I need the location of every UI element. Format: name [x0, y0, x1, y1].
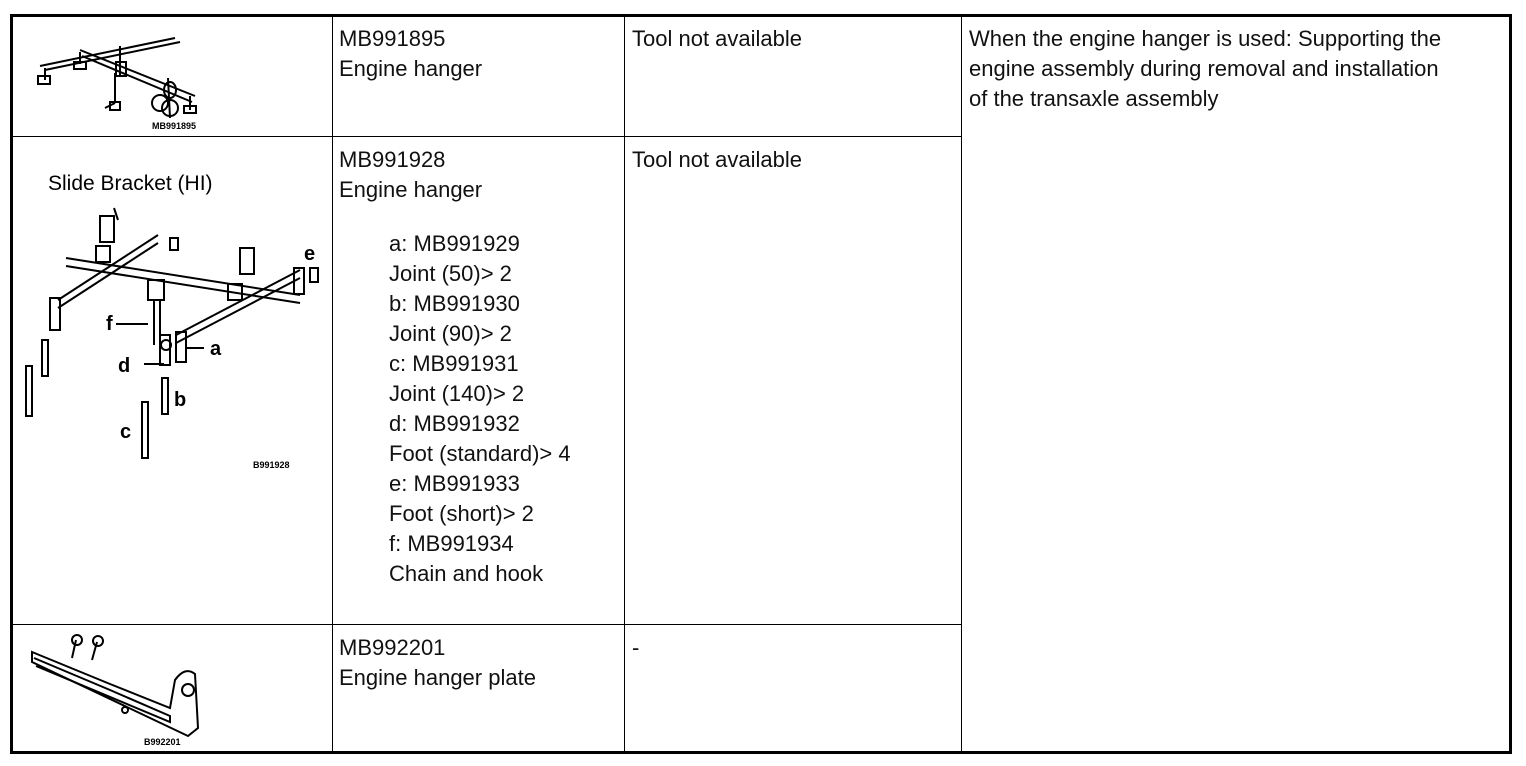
- component-line: Chain and hook: [389, 561, 544, 586]
- image-label: MB991895: [152, 121, 197, 131]
- tool-number-cell: [339, 145, 571, 589]
- tool-number: MB992201: [339, 635, 446, 660]
- component-line: a: MB991929: [389, 231, 520, 256]
- tool-number-cell: [339, 24, 482, 84]
- supersession-text: -: [632, 635, 640, 660]
- component-line: Joint (50)> 2: [389, 261, 512, 286]
- component-line: f: MB991934: [389, 531, 514, 556]
- component-line: e: MB991933: [389, 471, 520, 496]
- column-divider: [332, 14, 333, 754]
- tool-name: Engine hanger: [339, 177, 483, 202]
- tool-number-cell: [339, 633, 536, 693]
- letter-label-c: c: [120, 421, 132, 443]
- component-line: Joint (90)> 2: [389, 321, 512, 346]
- tool-number: MB991895: [339, 26, 446, 51]
- tool-number: MB991928: [339, 147, 446, 172]
- column-divider: [961, 14, 962, 754]
- letter-label-e: e: [304, 243, 316, 265]
- application-line: of the transaxle assembly: [969, 86, 1219, 111]
- letter-label-a: a: [210, 338, 222, 360]
- supersession-text: Tool not available: [632, 147, 803, 172]
- image-label: B992201: [144, 737, 181, 747]
- component-list: [389, 229, 571, 589]
- supersession-text: Tool not available: [632, 26, 803, 51]
- component-line: c: MB991931: [389, 351, 519, 376]
- tool-name: Engine hanger plate: [339, 665, 536, 690]
- supersession-cell: [632, 24, 802, 54]
- component-line: Joint (140)> 2: [389, 381, 525, 406]
- supersession-cell: [632, 633, 639, 663]
- application-line: engine assembly during removal and installation: [969, 56, 1439, 81]
- component-line: Foot (short)> 2: [389, 501, 534, 526]
- application-cell: [969, 24, 1441, 114]
- letter-label-d: d: [118, 355, 131, 377]
- column-divider: [624, 14, 625, 754]
- row-divider: [10, 624, 961, 625]
- component-line: b: MB991930: [389, 291, 520, 316]
- letter-label-f: f: [106, 313, 113, 335]
- row-divider: [10, 136, 961, 137]
- component-line: d: MB991932: [389, 411, 520, 436]
- callout-label: Slide Bracket (HI): [48, 172, 213, 195]
- tool-name: Engine hanger: [339, 56, 483, 81]
- image-label: B991928: [253, 460, 290, 470]
- letter-label-b: b: [174, 389, 187, 411]
- component-line: Foot (standard)> 4: [389, 441, 571, 466]
- supersession-cell: [632, 145, 802, 175]
- application-line: When the engine hanger is used: Supporting the: [969, 26, 1442, 51]
- engine-hanger-plate-illustration: [20, 628, 230, 750]
- engine-hanger-illustration: [20, 18, 230, 134]
- engine-hanger-kit-illustration: [18, 140, 330, 480]
